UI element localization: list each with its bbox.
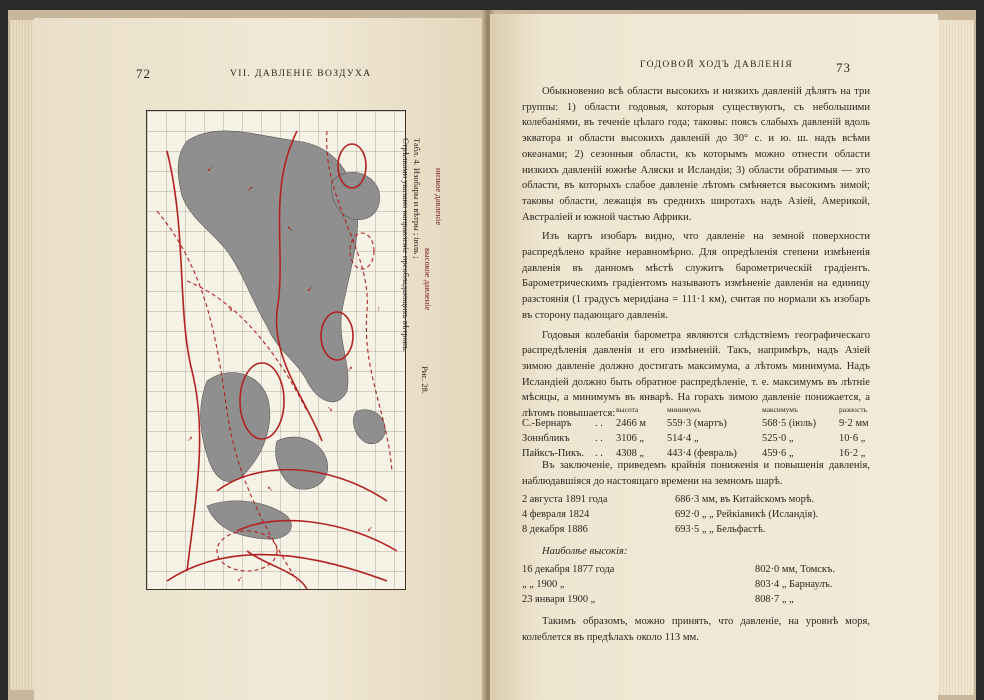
record-date: 8 декабря 1886 [522, 524, 588, 535]
left-page-edges [10, 20, 36, 690]
paragraph-annual-fluctuations: Годовыя колебанія барометра являются слѣдствіемъ географическаго распредѣленія давленія и его измѣненій. Такъ, напримѣръ, надъ Азіей зимою давленіе должно достигать максимума, а лѣтомъ минимума. Надъ Исландіей должно быть обратное распредѣленіе, т. е. максимумъ въ лѣтніе мѣсяцы, а минимумъ въ январѣ. На горахъ зимою давленіе понижается, а лѣтомъ повышается: [522, 329, 870, 420]
list-item [522, 522, 821, 537]
paragraph-conclusion: Такимъ образомъ, можно принять, что давленіе, на уровнѣ моря, колеблется въ предѣлахъ около 113 мм. [522, 616, 870, 643]
figure-side-caption-1: Табл. 4. Изобары и вѣтры ; іюль ; [412, 138, 422, 259]
table-cell: 514·4 „ [667, 433, 699, 444]
figure-label: Рис. 28. [420, 366, 430, 394]
table-cell: 525·0 „ [762, 433, 794, 444]
svg-text:↘: ↘ [227, 306, 233, 313]
list-item [522, 492, 821, 507]
table-row [522, 416, 872, 431]
svg-text:↗: ↗ [187, 436, 193, 443]
high-records-title: Наиболѣе высокія: [542, 546, 628, 557]
figure-side-caption-2: Стрѣлками указано направленіе преобладающихъ вѣтровъ. [401, 138, 411, 353]
table-cell: 16·2 „ [839, 448, 866, 459]
table-row [522, 431, 872, 446]
running-head-left: VII. ДАВЛЕНІЕ ВОЗДУХА [230, 69, 372, 79]
svg-text:↗: ↗ [347, 366, 353, 373]
record-date: 16 декабря 1877 года [522, 564, 615, 575]
svg-text:↙: ↙ [237, 576, 243, 583]
record-date: „ „ 1900 „ [522, 579, 565, 590]
svg-text:↑: ↑ [377, 306, 381, 313]
body-text-records [522, 458, 870, 489]
body-text-top [522, 84, 870, 422]
low-pressure-records [522, 492, 821, 537]
page-number-right: 73 [836, 60, 851, 75]
table-header-row [522, 404, 872, 416]
svg-text:↙: ↙ [307, 286, 313, 293]
isobar-map [146, 110, 406, 590]
high-pressure-records [522, 562, 838, 607]
svg-text:↘: ↘ [327, 406, 333, 413]
record-value: 686·3 мм, въ Китайскомъ морѣ. [675, 494, 815, 505]
table-cell: 10·6 „ [839, 433, 866, 444]
table-header: разность [839, 405, 868, 414]
isobar-map-graphic [147, 111, 405, 589]
table-cell: 559·3 (мартъ) [667, 418, 727, 429]
table-cell: 3106 „ [616, 433, 644, 444]
record-date: 4 февраля 1824 [522, 509, 590, 520]
record-value: 692·0 „ „ Рейкіавикѣ (Исландія). [675, 509, 819, 520]
record-date: 23 января 1900 „ [522, 594, 596, 605]
svg-text:↖: ↖ [267, 486, 273, 493]
record-value: 802·0 мм, Томскъ. [755, 564, 835, 575]
table-cell: С.-Бернаръ [522, 418, 572, 429]
table-cell: . . [595, 433, 603, 444]
table-header: максимумъ [762, 405, 798, 414]
legend-low-pressure: низкое давленіе [434, 168, 444, 226]
table-header: минимумъ [667, 405, 701, 414]
mountain-pressure-table [522, 404, 872, 461]
record-value: 808·7 „ „ [755, 594, 794, 605]
record-date: 2 августа 1891 года [522, 494, 608, 505]
page-number-left: 72 [136, 66, 151, 81]
high-records-title-wrap [522, 544, 870, 560]
paragraph-gradient: Изъ картъ изобаръ видно, что давленіе на земной поверхности распредѣлено крайне неравномѣрно. Для опредѣленія степени измѣненія давленія въ данномъ мѣстѣ служитъ барометрическій градіентъ. Барометрическимъ градіентомъ называютъ измѣненіе давленія на единицу разстоянія (1 градусъ меридіана = 111·1 км), считая по нормали къ изобаръ въ сторону падающаго давленія. [522, 231, 870, 321]
svg-text:↙: ↙ [367, 526, 373, 533]
list-item [522, 562, 838, 577]
table-cell: . . [595, 448, 603, 459]
table-cell: 9·2 мм [839, 418, 869, 429]
right-page [490, 14, 938, 700]
legend-high-pressure: высокое давленіе [423, 248, 433, 311]
list-item [522, 577, 838, 592]
left-page [34, 18, 486, 700]
table-cell: 443·4 (февраль) [667, 448, 737, 459]
table-cell: 459·6 „ [762, 448, 794, 459]
right-page-edges [938, 20, 974, 695]
table-cell: Пайксъ-Пикъ. [522, 448, 584, 459]
table-cell: 568·5 (іюль) [762, 418, 817, 429]
table-cell: 4308 „ [616, 448, 644, 459]
record-value: 693·5 „ „ Бельфастѣ. [675, 524, 766, 535]
list-item [522, 507, 821, 522]
table-header: высота [616, 405, 639, 414]
table-cell: Зоннбликъ [522, 433, 570, 444]
running-head-right: ГОДОВОЙ ХОДЪ ДАВЛЕНІЯ [640, 60, 794, 70]
paragraph-pressure-groups: Обыкновенно всѣ области высокихъ и низкихъ давленій дѣлятъ на три группы: 1) области годовыя, которыя существуютъ, съ небольшими колебаніями, въ теченіе цѣлаго года; таковы: поясъ слабыхъ давленій вдоль экватора и области высокихъ давленій до 30° с. и ю. ш. надъ всѣми океанами; 2) сезонныя области, къ которымъ можно отнести области низкихъ давленій южнѣе Аляски и Исландіи; 3) области обратимыя — это области, въ которыхъ слабое давленіе лѣтомъ смѣняется высокимъ зимой; таковы области, лежащія въ среднихъ широтахъ надъ Азіей, Америкой, Австраліей и южной частью Африки. [522, 86, 870, 223]
paragraph-extremes: Въ заключеніе, приведемъ крайнія пониженія и повышенія давленія, наблюдавшіяся до настоящаго времени на земномъ шарѣ. [522, 460, 870, 487]
record-value: 803·4 „ Барнаулъ. [755, 579, 833, 590]
svg-text:↗: ↗ [247, 186, 253, 193]
svg-text:↖: ↖ [287, 226, 293, 233]
svg-text:↙: ↙ [207, 166, 213, 173]
body-text-conclusion [522, 614, 870, 645]
table-cell: 2466 м [616, 418, 646, 429]
list-item [522, 592, 838, 607]
table-cell: . . [595, 418, 603, 429]
